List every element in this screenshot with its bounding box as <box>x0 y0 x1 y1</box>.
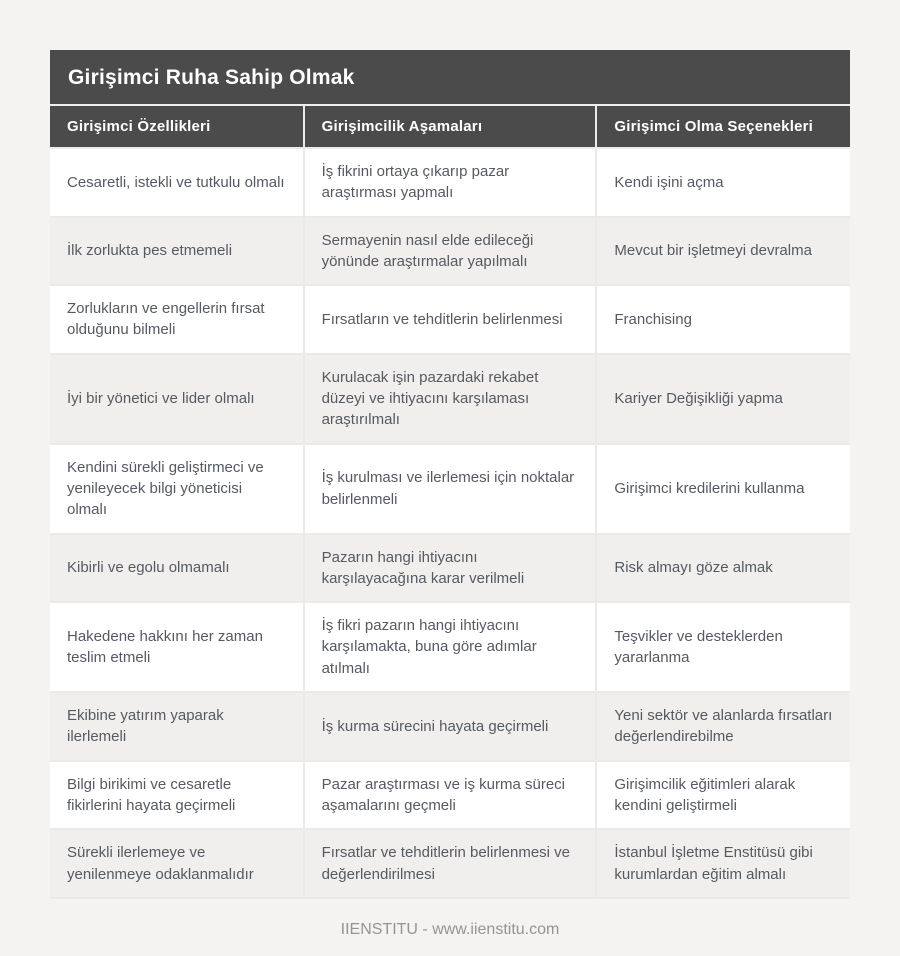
table-cell: Kibirli ve egolu olmamalı <box>50 534 304 603</box>
table-cell: Risk almayı göze almak <box>596 534 850 603</box>
table-cell: Mevcut bir işletmeyi devralma <box>596 217 850 286</box>
table-cell: Franchising <box>596 285 850 354</box>
table-cell: Kendini sürekli geliştirmeci ve yenileyecek bilgi yöneticisi olmalı <box>50 444 304 534</box>
table-cell: Kariyer Değişikliği yapma <box>596 354 850 444</box>
table-cell: Sürekli ilerlemeye ve yenilenmeye odaklanmalıdır <box>50 829 304 898</box>
table-cell: Bilgi birikimi ve cesaretle fikirlerini hayata geçirmeli <box>50 761 304 830</box>
table-row <box>50 217 850 286</box>
table-row <box>50 444 850 534</box>
table-cell: Fırsatların ve tehditlerin belirlenmesi <box>304 285 597 354</box>
table-row <box>50 692 850 761</box>
table-cell: Kendi işini açma <box>596 148 850 217</box>
table-row <box>50 354 850 444</box>
table-cell: Kurulacak işin pazardaki rekabet düzeyi ve ihtiyacını karşılaması araştırılmalı <box>304 354 597 444</box>
page-title: Girişimci Ruha Sahip Olmak <box>50 50 850 106</box>
table-row <box>50 285 850 354</box>
table-cell: İyi bir yönetici ve lider olmalı <box>50 354 304 444</box>
table-cell: Fırsatlar ve tehditlerin belirlenmesi ve değerlendirilmesi <box>304 829 597 898</box>
entrepreneurship-table <box>50 106 850 899</box>
table-row <box>50 148 850 217</box>
table-cell: İlk zorlukta pes etmemeli <box>50 217 304 286</box>
table-row <box>50 761 850 830</box>
table-row <box>50 829 850 898</box>
footer-text: IIENSTITU - www.iienstitu.com <box>340 920 560 938</box>
table-cell: Hakedene hakkını her zaman teslim etmeli <box>50 602 304 692</box>
table-cell: İş kurulması ve ilerlemesi için noktalar belirlenmeli <box>304 444 597 534</box>
table-header-row <box>50 106 850 148</box>
table-cell: İstanbul İşletme Enstitüsü gibi kurumlardan eğitim almalı <box>596 829 850 898</box>
table-cell: Zorlukların ve engellerin fırsat olduğunu bilmeli <box>50 285 304 354</box>
table-cell: Girişimcilik eğitimleri alarak kendini geliştirmeli <box>596 761 850 830</box>
table-cell: Pazar araştırması ve iş kurma süreci aşamalarını geçmeli <box>304 761 597 830</box>
table-cell: Teşvikler ve desteklerden yararlanma <box>596 602 850 692</box>
table-cell: Ekibine yatırım yaparak ilerlemeli <box>50 692 304 761</box>
table-cell: Yeni sektör ve alanlarda fırsatları değerlendirebilme <box>596 692 850 761</box>
column-header-asamalari: Girişimcilik Aşamaları <box>304 106 597 148</box>
table-row <box>50 602 850 692</box>
column-header-secenekleri: Girişimci Olma Seçenekleri <box>596 106 850 148</box>
table-cell: İş kurma sürecini hayata geçirmeli <box>304 692 597 761</box>
table-cell: Girişimci kredilerini kullanma <box>596 444 850 534</box>
table-cell: İş fikrini ortaya çıkarıp pazar araştırması yapmalı <box>304 148 597 217</box>
column-header-ozellikleri: Girişimci Özellikleri <box>50 106 304 148</box>
table-cell: Cesaretli, istekli ve tutkulu olmalı <box>50 148 304 217</box>
table-cell: Pazarın hangi ihtiyacını karşılayacağına karar verilmeli <box>304 534 597 603</box>
table-cell: İş fikri pazarın hangi ihtiyacını karşılamakta, buna göre adımlar atılmalı <box>304 602 597 692</box>
entrepreneurship-table-card <box>50 50 850 899</box>
table-cell: Sermayenin nasıl elde edileceği yönünde araştırmalar yapılmalı <box>304 217 597 286</box>
table-row <box>50 534 850 603</box>
